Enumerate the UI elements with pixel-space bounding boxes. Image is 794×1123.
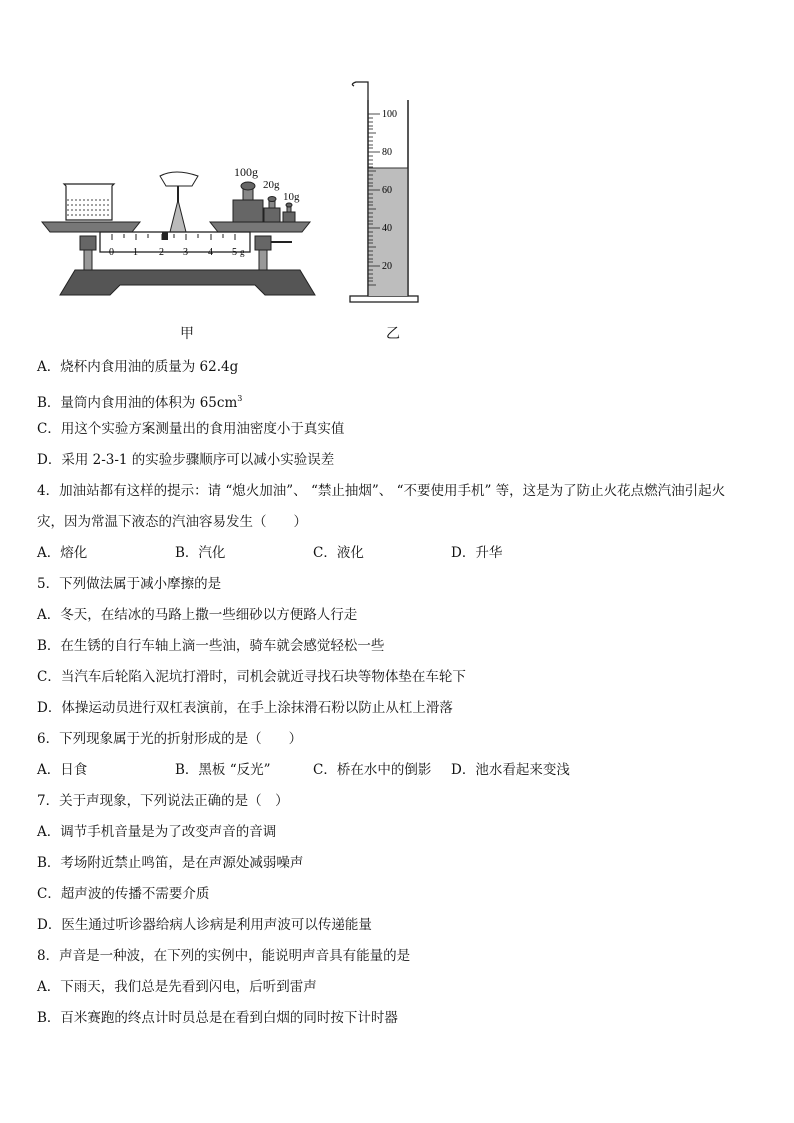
q4-option-a: A．熔化 — [37, 545, 88, 561]
cylinder-tick-80: 80 — [382, 147, 392, 158]
q7-option-c: C．超声波的传播不需要介质 — [37, 886, 210, 902]
q3-option-b-sup: 3 — [237, 394, 243, 403]
beam-tick-1: 1 — [133, 247, 138, 258]
q4-option-d: D．升华 — [451, 545, 503, 561]
q7-option-b: B．考场附近禁止鸣笛，是在声源处减弱噪声 — [37, 855, 304, 871]
beam-tick-0: 0 — [109, 247, 114, 258]
weight-20g-icon — [264, 197, 280, 223]
weight-label-10g: 10g — [283, 191, 300, 203]
beaker-icon — [64, 184, 114, 220]
beam-tick-3: 3 — [183, 247, 188, 258]
q4-options — [37, 538, 767, 569]
cylinder-tick-100: 100 — [382, 109, 397, 120]
q5-option-d: D．体操运动员进行双杠表演前，在手上涂抹滑石粉以防止从杠上滑落 — [37, 700, 453, 716]
q6-option-b: B．黑板 “反光” — [175, 762, 271, 778]
cylinder-tick-40: 40 — [382, 223, 392, 234]
q8-option-a: A．下雨天，我们总是先看到闪电，后听到雷声 — [37, 979, 317, 995]
q6-option-c: C．桥在水中的倒影 — [313, 762, 432, 778]
graduated-cylinder-illustration — [350, 82, 418, 302]
q3-option-c: C．用这个实验方案测量出的食用油密度小于真实值 — [37, 421, 345, 437]
q3-option-d: D．采用 2-3-1 的实验步骤顺序可以减小实验误差 — [37, 452, 335, 468]
balance-and-cylinder-figure — [0, 0, 794, 350]
q6-stem: 6．下列现象属于光的折射形成的是（ ） — [37, 731, 303, 747]
q6-option-a: A．日食 — [37, 762, 88, 778]
q5-option-b: B．在生锈的自行车轴上滴一些油，骑车就会感觉轻松一些 — [37, 638, 385, 654]
q6-options — [37, 755, 767, 786]
beam-tick-5: 5 — [232, 247, 237, 258]
q4-option-b: B．汽化 — [175, 545, 226, 561]
q3-option-b — [37, 383, 767, 414]
beam-scale-unit: g — [240, 247, 245, 257]
beam-tick-4: 4 — [208, 247, 213, 258]
q3-option-a: A．烧杯内食用油的质量为 62.4g — [37, 359, 239, 375]
q5-option-c: C．当汽车后轮陷入泥坑打滑时，司机会就近寻找石块等物体垫在车轮下 — [37, 669, 466, 685]
cylinder-tick-20: 20 — [382, 261, 392, 272]
q3-option-b-text: B．量筒内食用油的体积为 65cm — [37, 395, 238, 411]
weight-label-100g: 100g — [234, 165, 258, 179]
experiment-figure — [0, 0, 794, 350]
figure-caption-yi: 乙 — [386, 326, 400, 342]
figure-caption-jia: 甲 — [180, 326, 194, 342]
q7-stem: 7．关于声现象，下列说法正确的是（ ） — [37, 793, 289, 809]
question-content — [37, 352, 767, 1034]
weight-100g-icon — [233, 182, 263, 222]
balance-scale-illustration — [42, 165, 315, 295]
q4-option-c: C．液化 — [313, 545, 364, 561]
q5-stem: 5．下列做法属于减小摩擦的是 — [37, 576, 222, 592]
q6-option-d: D．池水看起来变浅 — [451, 762, 570, 778]
q4-stem-line1: 4．加油站都有这样的提示：请 “熄火加油”、 “禁止抽烟”、 “不要使用手机” 等，这是为了防止火花点燃汽油引起火 — [37, 483, 726, 499]
q5-option-a: A．冬天，在结冰的马路上撒一些细砂以方便路人行走 — [37, 607, 358, 623]
cylinder-tick-60: 60 — [382, 185, 392, 196]
beam-tick-2: 2 — [159, 247, 164, 258]
q4-stem-line2: 灾，因为常温下液态的汽油容易发生（ ） — [37, 514, 307, 530]
weight-label-20g: 20g — [263, 179, 280, 191]
weight-10g-icon — [283, 203, 295, 222]
q7-option-d: D．医生通过听诊器给病人诊病是利用声波可以传递能量 — [37, 917, 372, 933]
q8-option-b: B．百米赛跑的终点计时员总是在看到白烟的同时按下计时器 — [37, 1010, 398, 1026]
q8-stem: 8．声音是一种波，在下列的实例中，能说明声音具有能量的是 — [37, 948, 411, 964]
q7-option-a: A．调节手机音量是为了改变声音的音调 — [37, 824, 277, 840]
